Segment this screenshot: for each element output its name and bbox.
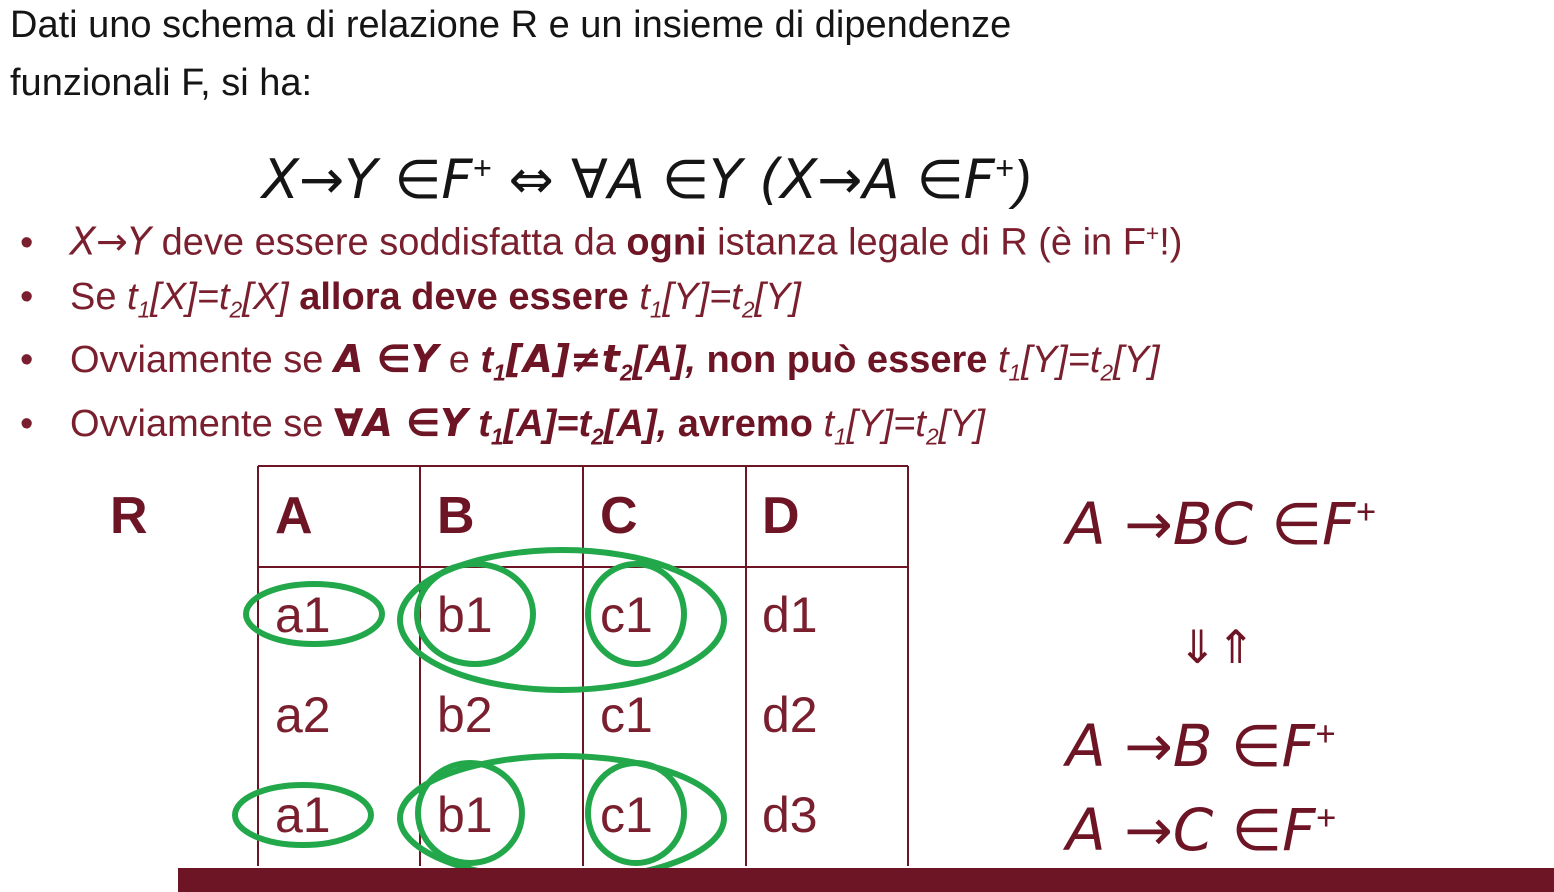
highlight-ellipse [235,785,371,845]
main-formula: X→Y ∈F+ ⇔ ∀A ∈Y (X→A ∈F+) [262,148,1032,211]
table-cell: a1 [275,787,331,843]
fd-a-bc: A →BC ∈F+ [1066,490,1376,558]
table-header-b: B [437,487,475,545]
table-cell: b1 [437,587,493,643]
table-cell: d2 [762,687,818,743]
table-name: R [110,487,148,545]
bullet-1: • X→Y deve essere soddisfatta da ogni istanza legale di R (è in F+!) [20,219,1183,264]
table-cell: c1 [600,787,653,843]
table-header-a: A [275,487,313,545]
table-cell: a1 [275,587,331,643]
table-cell: c1 [600,687,653,743]
fd-a-c: A →C ∈F+ [1066,796,1336,864]
table-cell: d3 [762,787,818,843]
bullet-dot-icon: • [20,403,34,445]
table-cell: c1 [600,587,653,643]
equivalence-arrows: ⇓⇑ [1178,620,1256,674]
intro-line-1: Dati uno schema di relazione R e un insieme di dipendenze [10,4,1012,46]
intro-line-2: funzionali F, si ha: [10,62,313,104]
highlight-ellipse [400,756,724,880]
bullet-dot-icon: • [20,221,34,264]
table-cell: b2 [437,687,493,743]
bullet-dot-icon: • [20,276,34,318]
table-cell: d1 [762,587,818,643]
highlight-ellipse [588,564,684,664]
table-header-c: C [600,487,638,545]
table-cell: b1 [437,787,493,843]
fd-a-b: A →B ∈F+ [1066,712,1336,780]
table-header-d: D [762,487,800,545]
highlight-ellipse [246,584,382,644]
highlight-ellipse [400,550,724,690]
table-cell: a2 [275,687,331,743]
bullet-4: • Ovviamente se ∀A ∈Y $t_1[A]=t_2[A]$, avremo $t_1[Y]=t_2[Y]$ [20,401,986,450]
bullet-dot-icon: • [20,339,34,381]
bullet-2: • Se $t_1[X]=t_2[X]$ allora deve essere $t_1[Y]=t_2[Y]$ [20,276,801,323]
highlight-ellipse [588,763,684,863]
footer-bar [178,868,1554,892]
bullet-3: • Ovviamente se A ∈Y e $t_1[A]\ne t_2[A]$, non può essere $t_1[Y]=t_2[Y]$ [20,337,1160,386]
